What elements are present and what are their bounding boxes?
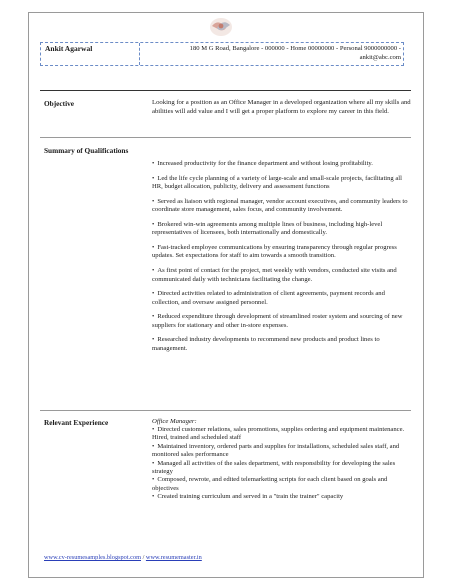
footer-links (44, 554, 202, 561)
header-box (40, 42, 404, 66)
handshake-icon (208, 14, 234, 38)
qualification-text: Fast-tracked employee communications by ensuring transparency through regular progress updates. Set expectations for staff to aim towards a smooth transition. (152, 244, 397, 260)
qualification-text: Directed activities related to administration of client agreements, payment records and collection, and oversaw assigned personnel. (152, 290, 385, 306)
qualification-text: Increased productivity for the finance department and without losing profitability. (157, 160, 373, 167)
qualification-text: Brokered win-win agreements among multiple lines of business, including high-level representatives of licensees, both internationally and domestically. (152, 220, 383, 237)
job-title: Office Manager: (152, 418, 197, 425)
section-divider (40, 137, 411, 138)
list-item (152, 443, 414, 460)
bullet-icon: • (152, 197, 155, 205)
duty-text: Managed all activities of the sales department, with responsibility for developing the sales strategy (152, 459, 396, 476)
list-item (152, 175, 414, 192)
duty-text: Created training curriculum and served in a "train the trainer" capacity (157, 493, 344, 501)
bullet-icon: • (152, 174, 155, 182)
footer-link-resumemaster[interactable]: www.resumemaster.in (145, 554, 202, 561)
bullet-icon: • (152, 244, 155, 252)
list-item (152, 244, 414, 261)
bullet-icon: • (152, 267, 155, 275)
section-divider (40, 90, 411, 91)
objective-title: Objective (44, 99, 74, 108)
contact-line-email: ankit@abc.com (359, 54, 401, 61)
list-item (152, 476, 414, 493)
objective-text: Looking for a position as an Office Manager in a developed organization where all my skills and abilities will add value and I will get a proper platform to explore my career in this field. (152, 99, 411, 115)
bullet-icon: • (152, 459, 155, 467)
bullet-icon: • (152, 426, 155, 433)
bullet-icon: • (152, 290, 155, 298)
list-item (152, 426, 414, 443)
header-divider (139, 43, 140, 65)
list-item (152, 313, 414, 330)
section-divider (40, 410, 411, 411)
list-item (152, 160, 414, 168)
footer-link-blogspot[interactable]: www.cv-resumesamples.blogspot.com (44, 554, 141, 561)
qualification-text: Reduced expenditure through development of streamlined roster system and sourcing of new suppliers for stationary and other in-store expenses. (152, 313, 403, 329)
candidate-name: Ankit Agarwal (45, 44, 93, 53)
list-item (152, 290, 414, 307)
qualification-text: Led the life cycle planning of a variety of large-scale and small-scale projects, facilitating all HR, budget allocation, publicity, delivery and assessment functions (152, 174, 402, 191)
bullet-icon: • (152, 313, 155, 321)
qualification-text: Served as liaison with regional manager, vendor account executives, and community leaders to coordinate store management, sales focus, and community involvement. (152, 197, 408, 214)
bullet-icon: • (152, 220, 155, 228)
qualifications-list (152, 160, 414, 360)
list-item (152, 460, 414, 477)
list-item (152, 221, 414, 238)
experience-title: Relevant Experience (44, 418, 109, 427)
list-item (152, 336, 414, 353)
duty-text: Maintained inventory, ordered parts and supplies for installations, scheduled sales staff, and monitored sales performance (152, 442, 400, 459)
qualification-text: Researched industry developments to recommend new products and product lines to management. (152, 336, 380, 352)
duty-text: Directed customer relations, sales promotions, supplies ordering and equipment maintenance. Hired, trained and scheduled staff (152, 426, 405, 442)
bullet-icon: • (152, 442, 155, 450)
qualification-text: As first point of contact for the project, met weekly with vendors, conducted site visits and communicated daily with technicians facilitating the change. (152, 267, 397, 283)
contact-info (145, 44, 401, 62)
bullet-icon: • (152, 160, 155, 167)
bullet-icon: • (152, 336, 155, 344)
list-item (152, 198, 414, 215)
contact-line-address: 180 M G Road, Bangalore - 000000 - Home 00000000 - Personal 9000000000 - (189, 45, 401, 52)
footer-separator: / (141, 554, 146, 561)
duty-text: Composed, rewrote, and edited telemarketing scripts for each client based on goals and objectives (152, 476, 388, 492)
summary-title: Summary of Qualifications (44, 146, 129, 155)
bullet-icon: • (152, 493, 155, 501)
list-item (152, 493, 414, 501)
duties-list (152, 426, 414, 502)
list-item (152, 267, 414, 284)
bullet-icon: • (152, 476, 155, 484)
